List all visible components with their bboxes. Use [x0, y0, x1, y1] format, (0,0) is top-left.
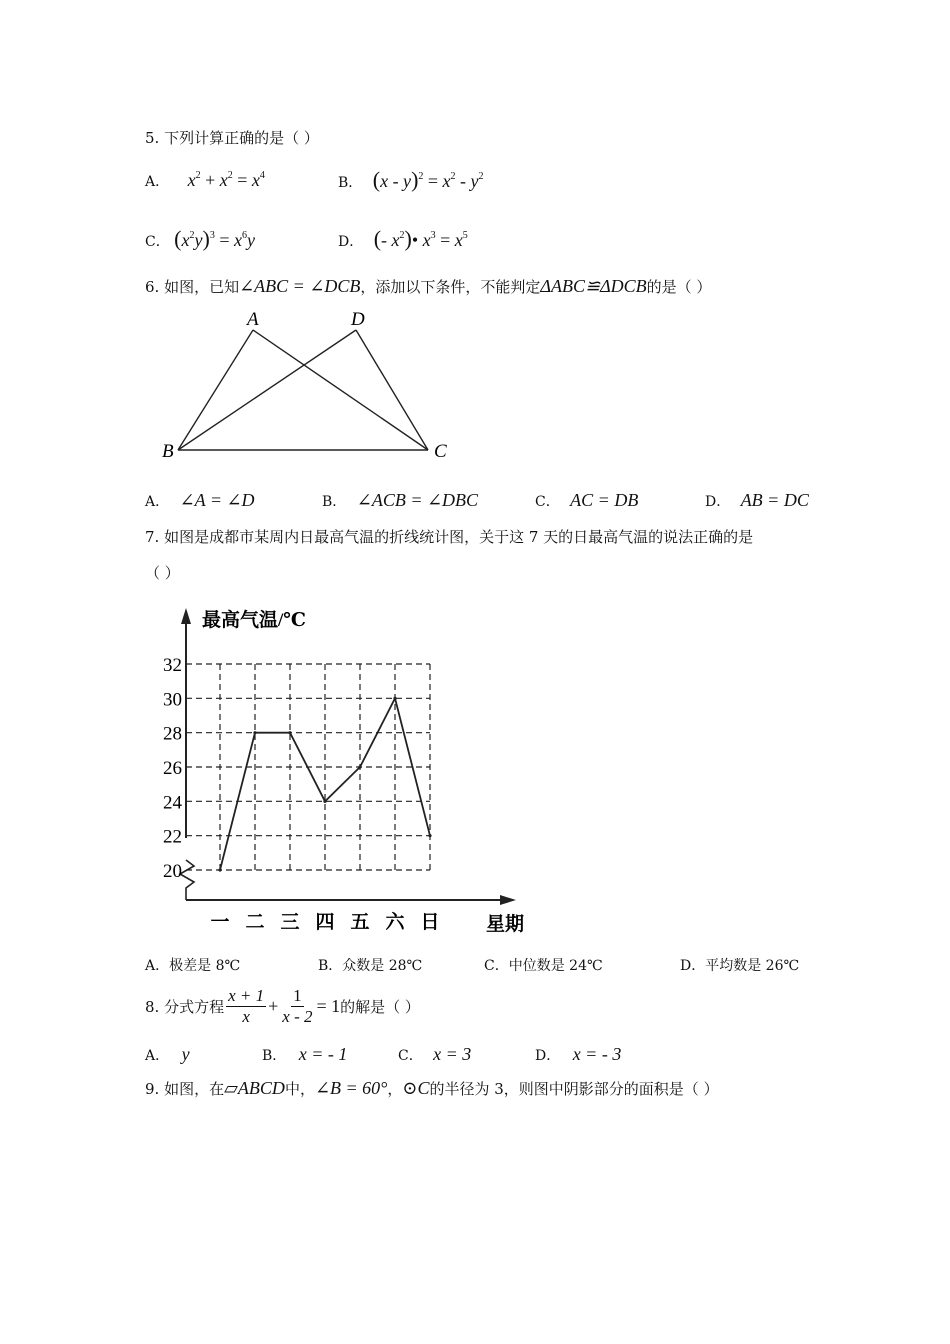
q8-option-a[interactable]	[145, 1044, 190, 1065]
q5-option-a-formula: $x^2 + x^2 = x^4$	[187, 170, 265, 190]
q8-option-a-text: y	[181, 1044, 190, 1064]
segment-dc	[356, 330, 428, 450]
data-point	[218, 868, 221, 871]
q7-option-d-text: 平均数是 26℃	[705, 958, 800, 974]
q7-option-c[interactable]	[484, 955, 603, 975]
q8-fraction-1: $\frac{x + 1}{x}$	[228, 986, 265, 1026]
q8-option-b[interactable]	[262, 1044, 347, 1065]
q6-option-c-text: AC = DB	[570, 490, 639, 510]
data-point	[253, 731, 256, 734]
q8-stem: 8. 分式方程 $\frac{x + 1}{x}$ + $\frac{1}{x - 2}$ = 1 的解是（ ）	[145, 986, 420, 1026]
option-label: C．	[484, 958, 509, 974]
x-tick-label: 五	[350, 912, 370, 933]
q6-congruence: ΔABC≌ΔDCB	[540, 276, 647, 296]
q6-option-b-text: ∠ACB = ∠DBC	[356, 490, 479, 510]
q7-option-d[interactable]	[680, 955, 799, 975]
q6-condition: ∠ABC = ∠DCB	[239, 276, 361, 296]
q9-angle: ∠B = 60°	[314, 1078, 388, 1098]
q7-option-c-text: 中位数是 24℃	[508, 958, 603, 974]
option-label: B．	[322, 494, 347, 510]
q7-stem: 7. 如图是成都市某周内日最高气温的折线统计图，关于这 7 天的日最高气温的说法正确的是	[145, 528, 754, 546]
option-label: B．	[318, 958, 343, 974]
q8-option-b-text: x = - 1	[298, 1044, 348, 1064]
q5-option-d-formula: (- $x^2)•$ $x^3 = x^5$	[373, 226, 468, 251]
data-point	[358, 765, 361, 768]
chart-y-axis-label: 最高气温/℃	[202, 610, 307, 631]
data-point	[288, 731, 291, 734]
data-point	[323, 800, 326, 803]
q8-option-d[interactable]	[535, 1044, 621, 1065]
q5-option-b-formula: $(x - y)^2 = x^2 - y^2$	[372, 167, 484, 192]
segment-bd	[178, 330, 356, 450]
y-tick-label: 20	[163, 861, 182, 882]
vertex-label-d: D	[351, 309, 365, 330]
vertex-label-a: A	[247, 309, 259, 330]
chart-x-axis-label: 星期	[486, 914, 525, 935]
option-label: C．	[535, 494, 560, 510]
y-tick-label: 28	[163, 723, 182, 745]
option-label: A．	[145, 174, 170, 190]
chart-ticks	[163, 655, 440, 933]
q7-option-b[interactable]	[318, 955, 422, 975]
data-point	[393, 697, 396, 700]
x-tick-label: 日	[420, 912, 440, 933]
q5-option-c-formula: $(x^2y)^3 = x^6y$	[174, 226, 255, 251]
q6-triangle-figure	[150, 305, 460, 465]
q6-stem: 6. 如图，已知∠ABC = ∠DCB，添加以下条件，不能判定ΔABC≌ΔDCB的是（ ）	[145, 276, 712, 296]
q8-fraction-2: $\frac{1}{x - 2}$	[282, 986, 313, 1026]
q9-stem: 9. 如图，在▱ABCD中，∠B = 60°，⊙C的半径为 3，则图中阴影部分的面积是（ ）	[145, 1078, 719, 1098]
option-label: A．	[145, 1048, 170, 1064]
x-tick-label: 三	[280, 912, 300, 933]
q5-option-c[interactable]	[145, 226, 255, 252]
q6-option-d[interactable]	[705, 490, 809, 511]
q5-option-d[interactable]	[338, 226, 468, 252]
y-tick-label: 30	[163, 689, 182, 711]
q5-stem: 5. 下列计算正确的是（ ）	[145, 129, 319, 147]
segment-ac	[253, 330, 428, 450]
q9-parallelogram: ▱ABCD	[224, 1078, 285, 1098]
option-label: B．	[338, 175, 363, 191]
segment-ba	[178, 330, 253, 450]
q8-option-c-text: x = 3	[433, 1044, 472, 1064]
q8-option-d-text: x = - 3	[572, 1044, 622, 1064]
y-axis-arrow	[181, 608, 191, 624]
chart-axes	[180, 608, 516, 905]
vertex-label-c: C	[434, 441, 447, 462]
q7-option-a-text: 极差是 8℃	[169, 958, 241, 974]
q6-option-b[interactable]	[322, 490, 478, 511]
y-tick-label: 24	[163, 792, 182, 814]
option-label: D．	[338, 234, 364, 250]
y-tick-label: 26	[163, 758, 182, 779]
x-tick-label: 一	[210, 912, 230, 933]
option-label: B．	[262, 1048, 287, 1064]
q5-option-b[interactable]	[338, 167, 484, 193]
x-tick-label: 六	[385, 912, 405, 933]
option-label: D．	[705, 494, 731, 510]
q7-option-a[interactable]	[145, 955, 240, 975]
q6-option-a-text: ∠A = ∠D	[179, 490, 255, 510]
option-label: A．	[145, 494, 170, 510]
x-tick-label: 四	[315, 912, 335, 933]
y-tick-label: 32	[163, 655, 182, 676]
option-label: A．	[145, 958, 170, 974]
option-label: C．	[145, 234, 170, 250]
q6-option-c[interactable]	[535, 490, 638, 511]
y-axis-break	[180, 860, 194, 900]
q6-option-d-text: AB = DC	[740, 490, 809, 510]
option-label: D．	[680, 958, 706, 974]
q6-option-a[interactable]	[145, 490, 255, 511]
x-tick-label: 二	[245, 912, 265, 933]
data-point	[428, 834, 431, 837]
q8-option-c[interactable]	[398, 1044, 471, 1065]
q9-circle: ⊙C	[402, 1078, 430, 1098]
option-label: D．	[535, 1048, 561, 1064]
q7-option-b-text: 众数是 28℃	[342, 958, 423, 974]
vertex-label-b: B	[162, 441, 174, 462]
q5-option-a[interactable]	[145, 170, 265, 191]
option-label: C．	[398, 1048, 423, 1064]
x-axis-arrow	[500, 895, 516, 905]
q7-stem-continued: （ ）	[145, 564, 180, 582]
y-tick-label: 22	[163, 826, 182, 848]
temperature-line-chart	[140, 598, 540, 943]
